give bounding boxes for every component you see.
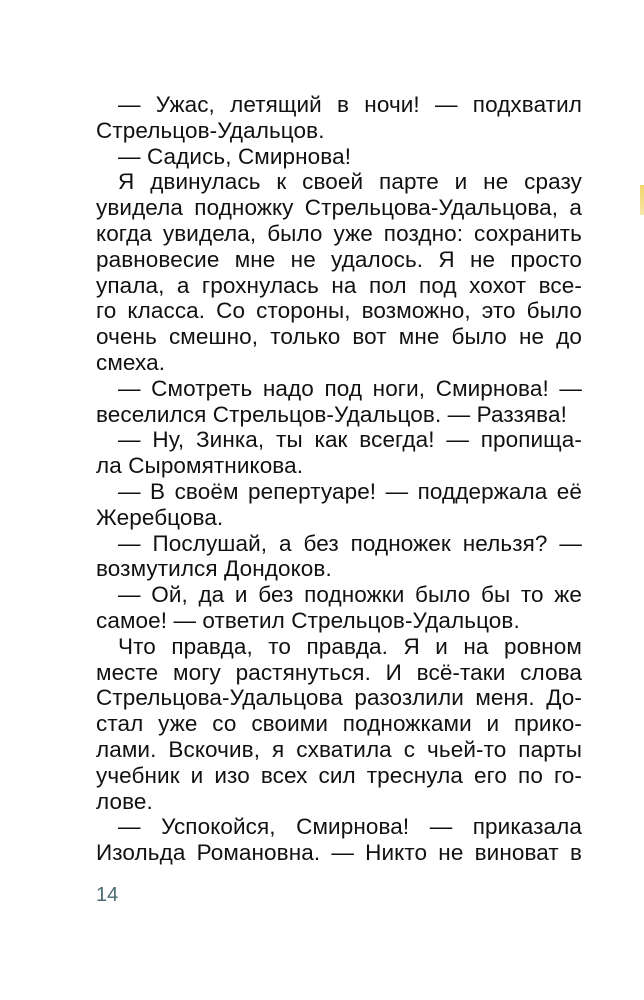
text-line: го класса. Со стороны, возможно, это было — [96, 298, 582, 324]
text-line: — Ну, Зинка, ты как всегда! — пропища- — [118, 427, 582, 453]
text-line: когда увидела, было уже поздно: сохранить — [96, 220, 582, 246]
text-line: возмутился Дондоков. — [96, 556, 332, 582]
page-number: 14 — [96, 884, 119, 906]
text-line: самое! — ответил Стрельцов-Удальцов. — [96, 607, 520, 633]
text-line: Стрельцова-Удальцова разозлили меня. До- — [96, 685, 582, 711]
text-line: упала, а грохнулась на пол под хохот все- — [96, 272, 582, 298]
text-line: веселился Стрельцов-Удальцов. — Раззява! — [96, 401, 567, 427]
text-line: — Ой, да и без подножки было бы то же — [118, 582, 582, 608]
text-line: — Ужас, летящий в ночи! — подхватил — [118, 92, 582, 117]
text-line: — Успокойся, Смирнова! — приказала — [118, 814, 582, 840]
text-line: — Смотреть надо под ноги, Смирнова! — — [118, 375, 582, 401]
text-line: увидела подножку Стрельцова-Удальцова, а — [96, 195, 582, 221]
text-line: ла Сыромятникова. — [96, 453, 304, 479]
text-line: учебник и изо всех сил треснула его по го- — [96, 762, 582, 788]
text-line: равновесие мне не удалось. Я не просто — [96, 246, 582, 272]
text-line: Изольда Романовна. — Никто не виноват в — [96, 840, 582, 866]
text-line: Что правда, то правда. Я и на ровном — [118, 633, 582, 659]
text-line: Я двинулась к своей парте и не сразу — [118, 169, 582, 195]
text-line: Стрельцов-Удальцов. — [96, 117, 325, 143]
text-line: стал уже со своими подножками и прико- — [96, 711, 582, 737]
body-text — [96, 92, 582, 866]
page-edge-marker — [640, 185, 644, 215]
text-line: месте могу растянуться. И всё-таки слова — [96, 659, 582, 685]
text-line: — Садись, Смирнова! — [118, 143, 352, 169]
text-line: — В своём репертуаре! — поддержала её — [118, 478, 582, 504]
text-line: очень смешно, только вот мне было не до — [96, 324, 582, 350]
text-line: смеха. — [96, 349, 166, 375]
text-line: лове. — [96, 788, 153, 814]
text-line: — Послушай, а без подножек нельзя? — — [118, 530, 582, 556]
text-line: Жеребцова. — [96, 504, 224, 530]
text-line: лами. Вскочив, я схватила с чьей-то парты — [96, 736, 582, 762]
